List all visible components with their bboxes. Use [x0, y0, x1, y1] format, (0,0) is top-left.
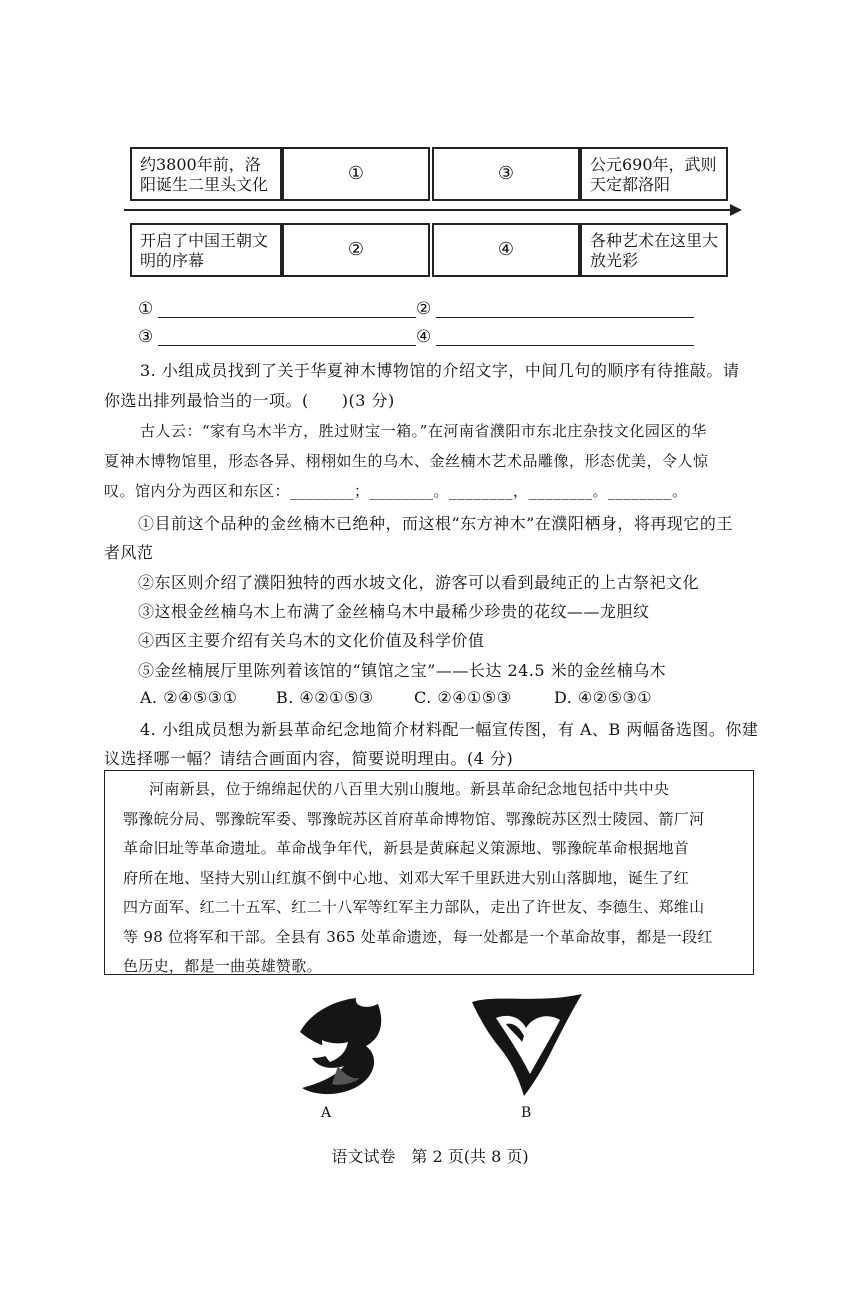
timeline-arrowhead — [730, 204, 742, 216]
timeline-box-top-2: ① — [282, 147, 430, 201]
q3-sentence-5: ⑤金丝楠展厅里陈列着该馆的“镇馆之宝”——长达 24.5 米的金丝楠乌木 — [138, 661, 667, 680]
answer-label-1: ① — [138, 299, 154, 319]
q4-material-box — [104, 770, 754, 975]
timeline-box-top-4: 公元690年，武则天定都洛阳 — [580, 147, 728, 201]
q4-passage-line-1: 河南新县，位于绵绵起伏的八百里大别山腹地。新县革命纪念地包括中共中央 — [149, 780, 670, 798]
q4-passage-line-5: 四方面军、红二十五军、红二十八军等红军主力部队，走出了许世友、李德生、郑维山 — [123, 898, 705, 916]
timeline-box-top-1: 约3800年前，洛阳诞生二里头文化 — [130, 147, 282, 201]
timeline-axis — [124, 209, 736, 211]
answer-blank-2[interactable] — [436, 317, 694, 318]
q3-stem-line-1: 3. 小组成员找到了关于华夏神木博物馆的介绍文字，中间几句的顺序有待推敲。请 — [140, 361, 740, 380]
q3-option-c[interactable]: C. ②④①⑤③ — [414, 688, 512, 707]
option-b-image[interactable] — [466, 990, 584, 1098]
q3-sentence-3: ③这根金丝楠乌木上布满了金丝楠乌木中最稀少珍贵的花纹——龙胆纹 — [138, 602, 650, 621]
q3-sentence-2: ②东区则介绍了濮阳独特的西水坡文化，游客可以看到最纯正的上古祭祀文化 — [138, 573, 700, 592]
q3-option-d[interactable]: D. ④②⑤③① — [554, 688, 653, 707]
q3-passage-line-1: 古人云：“家有乌木半方，胜过财宝一箱。”在河南省濮阳市东北庄杂技文化园区的华 — [140, 422, 707, 440]
timeline-box-top-3: ③ — [432, 147, 580, 201]
q3-passage-line-2: 夏神木博物馆里，形态各异、栩栩如生的乌木、金丝楠木艺术品雕像，形态优美，令人惊 — [104, 452, 709, 470]
q4-stem-line-2: 议选择哪一幅？请结合画面内容，简要说明理由。(4 分) — [104, 749, 514, 768]
answer-blank-4[interactable] — [436, 345, 694, 346]
answer-blank-3[interactable] — [158, 345, 416, 346]
q3-passage-line-3: 叹。馆内分为西区和东区：________；________。________，________。________。 — [104, 482, 688, 500]
q4-stem-line-1: 4. 小组成员想为新县革命纪念地简介材料配一幅宣传图，有 A、B 两幅备选图。你建 — [140, 720, 759, 739]
answer-label-2: ② — [416, 299, 432, 319]
q3-sentence-4: ④西区主要介绍有关乌木的文化价值及科学价值 — [138, 631, 485, 650]
q3-stem-line-2: 你选出排列最恰当的一项。( )(3 分) — [104, 391, 395, 410]
q3-sentence-1: ①目前这个品种的金丝楠木已绝种，而这根“东方神木”在濮阳栖身，将再现它的王 — [138, 514, 733, 533]
timeline-box-bottom-4: 各种艺术在这里大放光彩 — [580, 223, 728, 277]
option-b-label: B — [521, 1105, 532, 1121]
option-a-label: A — [321, 1105, 332, 1121]
page-footer: 语文试卷 第 2 页(共 8 页) — [331, 1147, 529, 1166]
q3-sentence-1-cont: 者风范 — [104, 543, 154, 562]
answer-blank-1[interactable] — [158, 317, 416, 318]
q4-passage-line-2: 鄂豫皖分局、鄂豫皖军委、鄂豫皖苏区首府革命博物馆、鄂豫皖苏区烈士陵园、箭厂河 — [123, 809, 705, 828]
timeline-box-bottom-2: ② — [282, 223, 430, 277]
q4-passage-line-6: 等 98 位将军和干部。全县有 365 处革命遗迹，每一处都是一个革命故事，都是一段红 — [123, 927, 713, 946]
timeline-box-bottom-1: 开启了中国王朝文明的序幕 — [130, 223, 282, 277]
q4-passage-line-3: 革命旧址等革命遗址。革命战争年代，新县是黄麻起义策源地、鄂豫皖革命根据地首 — [123, 839, 690, 857]
timeline-box-bottom-3: ④ — [432, 223, 580, 277]
option-a-image[interactable] — [282, 992, 390, 1100]
answer-label-3: ③ — [138, 327, 154, 347]
answer-label-4: ④ — [416, 327, 432, 347]
q3-option-b[interactable]: B. ④②①⑤③ — [276, 688, 374, 707]
q3-option-a[interactable]: A. ②④⑤③① — [140, 688, 238, 707]
q4-passage-line-4: 府所在地、坚持大别山红旗不倒中心地、刘邓大军千里跃进大别山落脚地，诞生了红 — [123, 868, 690, 887]
q4-passage-line-7: 色历史，都是一曲英雄赞歌。 — [123, 957, 322, 975]
